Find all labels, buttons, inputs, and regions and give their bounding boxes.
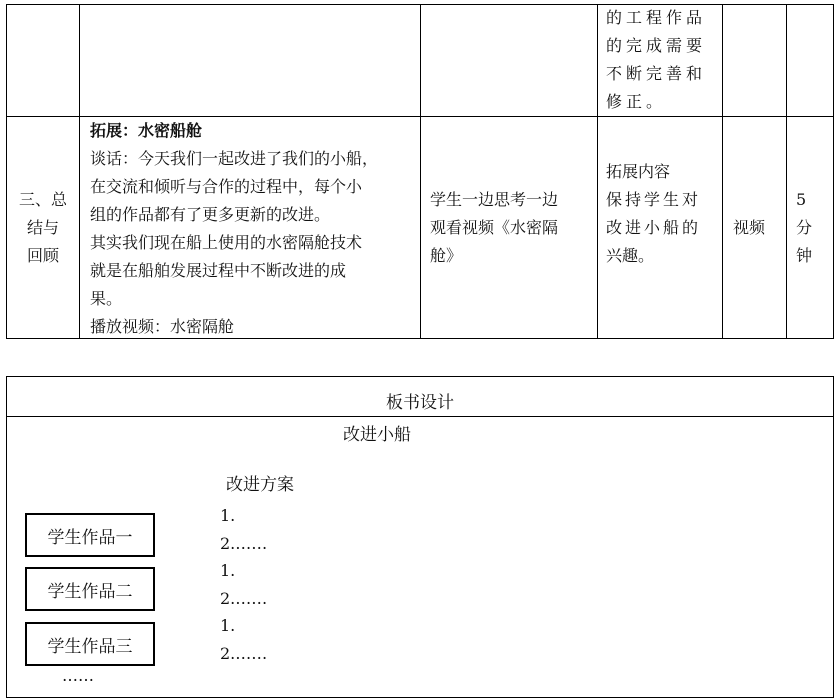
student-work-box-1: 学生作品一 bbox=[25, 513, 155, 557]
plan-item: 2.…… bbox=[220, 644, 268, 663]
more-ellipsis: …… bbox=[62, 666, 94, 685]
student-activity-cell bbox=[430, 186, 558, 270]
lesson-table bbox=[0, 0, 840, 345]
student-work-box-3: 学生作品三 bbox=[25, 622, 155, 666]
plan-item: 1. bbox=[220, 616, 236, 635]
top-purpose-cell bbox=[606, 4, 706, 116]
purpose-cell bbox=[606, 158, 701, 270]
plan-list-1 bbox=[220, 502, 267, 558]
teacher-line: 其实我们现在船上使用的水密隔舱技术 bbox=[90, 233, 363, 252]
purpose-line: 拓展内容 bbox=[606, 162, 671, 181]
plan-list-2 bbox=[220, 557, 267, 613]
purpose-line: 的工程作品 bbox=[606, 8, 707, 27]
teacher-line: 谈话：今天我们一起改进了我们的小船， bbox=[90, 149, 379, 168]
media-cell: 视频 bbox=[733, 218, 766, 237]
teacher-activity-title: 拓展：水密船舱 bbox=[90, 121, 203, 140]
plan-item: 1. bbox=[220, 561, 236, 580]
student-line: 学生一边思考一边 bbox=[430, 190, 559, 209]
stage-line: 回顾 bbox=[26, 246, 59, 265]
plan-item: 2.…… bbox=[220, 534, 268, 553]
board-rule-right bbox=[833, 376, 834, 698]
purpose-line: 修正。 bbox=[606, 92, 667, 111]
time-line: 分 bbox=[796, 218, 813, 237]
table-col-7 bbox=[833, 4, 834, 339]
table-col-2 bbox=[79, 4, 80, 339]
board-rule-bottom bbox=[6, 697, 834, 698]
teacher-line: 就是在船舶发展过程中不断改进的成 bbox=[90, 261, 347, 280]
table-col-3 bbox=[420, 4, 421, 339]
purpose-line: 兴趣。 bbox=[606, 246, 655, 265]
table-col-1 bbox=[6, 4, 7, 339]
teacher-line: 果。 bbox=[90, 289, 123, 308]
board-header: 板书设计 bbox=[386, 393, 454, 413]
board-design bbox=[0, 376, 840, 700]
student-line: 观看视频《水密隔 bbox=[430, 218, 559, 237]
teacher-line: 播放视频：水密隔舱 bbox=[90, 317, 235, 336]
teacher-activity-cell bbox=[90, 117, 378, 341]
stage-line: 三、总 bbox=[18, 190, 67, 209]
time-cell bbox=[796, 186, 812, 270]
board-title: 改进小船 bbox=[343, 425, 411, 445]
stage-line: 结与 bbox=[26, 218, 59, 237]
stage-cell bbox=[7, 186, 79, 270]
time-line: 5 bbox=[796, 190, 807, 209]
plan-heading: 改进方案 bbox=[226, 475, 294, 495]
purpose-line: 保持学生对 bbox=[606, 190, 702, 209]
plan-item: 1. bbox=[220, 506, 236, 525]
purpose-line: 的完成需要 bbox=[606, 36, 707, 55]
purpose-line: 不断完善和 bbox=[606, 64, 707, 83]
table-col-6 bbox=[786, 4, 787, 339]
table-col-4 bbox=[597, 4, 598, 339]
teacher-line: 组的作品都有了更多更新的改进。 bbox=[90, 205, 331, 224]
board-rule-header bbox=[6, 416, 834, 417]
student-line: 舱》 bbox=[430, 246, 463, 265]
teacher-line: 在交流和倾听与合作的过程中，每个小 bbox=[90, 177, 363, 196]
table-col-5 bbox=[722, 4, 723, 339]
time-line: 钟 bbox=[796, 246, 813, 265]
plan-item: 2.…… bbox=[220, 589, 268, 608]
board-rule-top bbox=[6, 376, 834, 377]
board-rule-left bbox=[6, 376, 7, 698]
plan-list-3 bbox=[220, 612, 267, 668]
student-work-box-2: 学生作品二 bbox=[25, 567, 155, 611]
purpose-line: 改进小船的 bbox=[606, 218, 702, 237]
